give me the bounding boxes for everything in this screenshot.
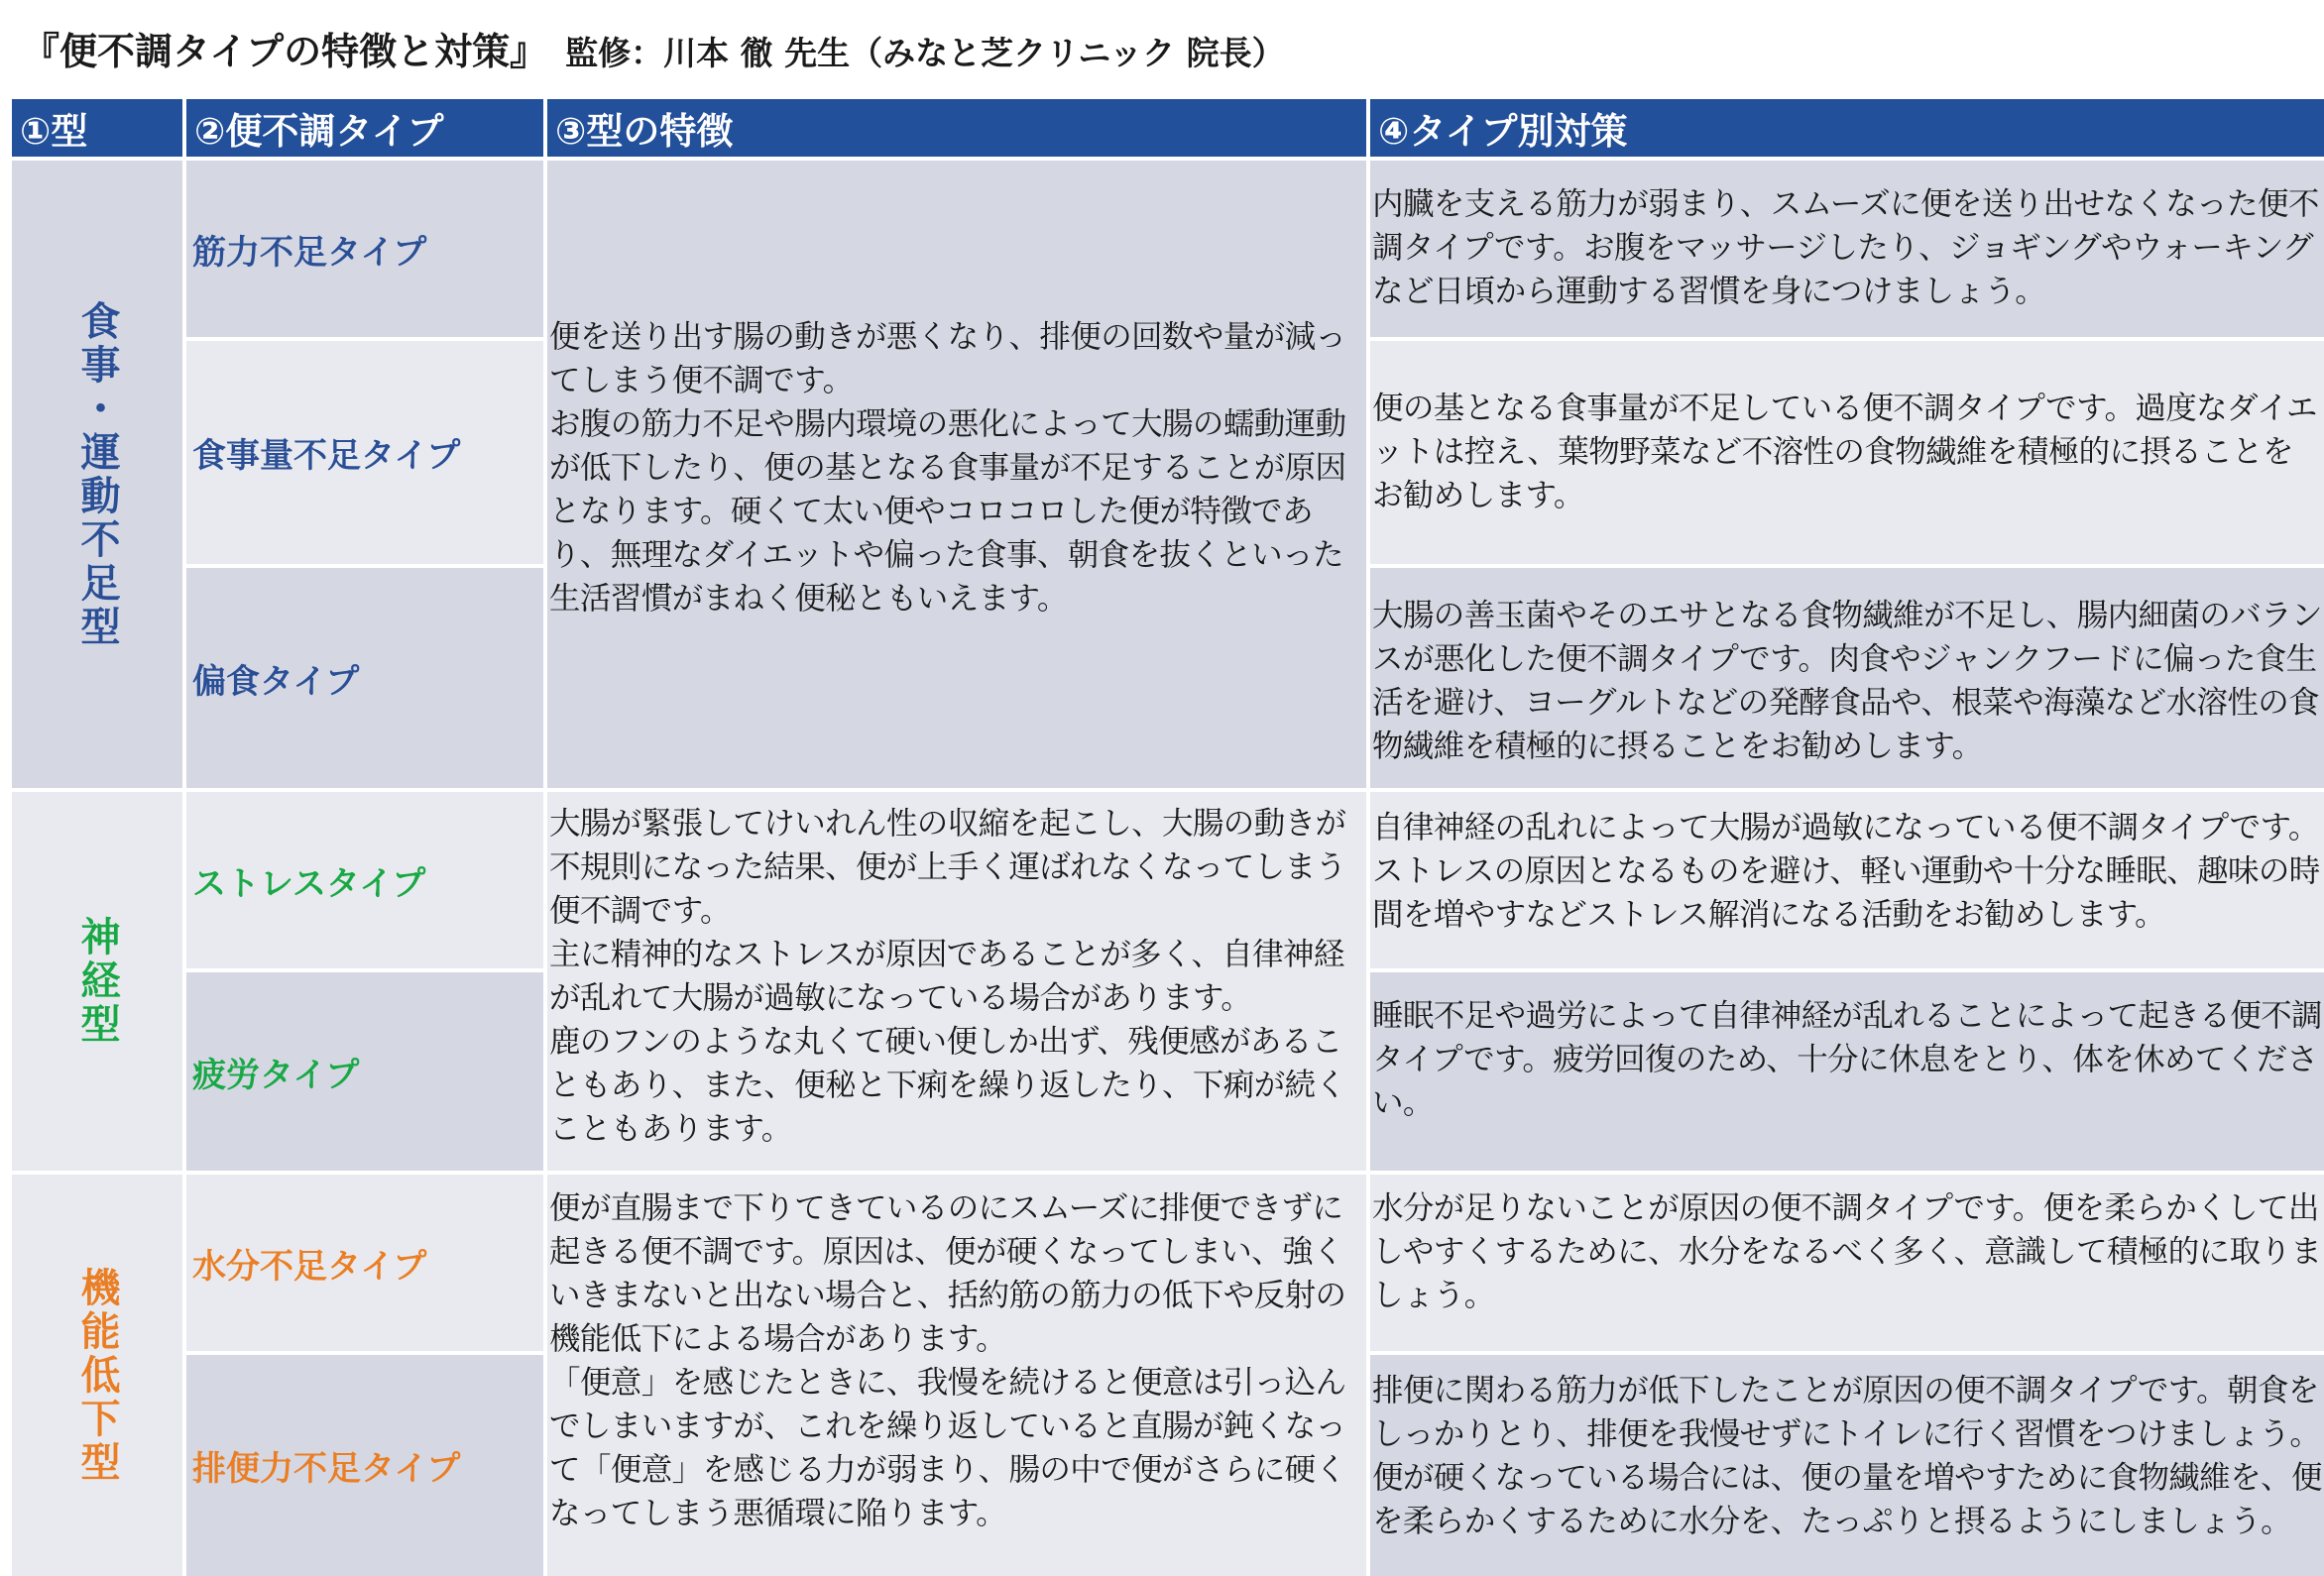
header-subtype: ②便不調タイプ [186, 99, 543, 157]
type-defecation-weakness: 排便力不足タイプ [186, 1355, 543, 1576]
header-feature: ③型の特徴 [547, 99, 1366, 157]
measure-low-food-intake [1370, 341, 2324, 564]
group-label: 機能低下型 [74, 1266, 120, 1485]
type-fatigue: 疲労タイプ [186, 972, 543, 1171]
header-type: ①型 [12, 99, 182, 157]
group-nervous [12, 792, 182, 1171]
measure-text: 睡眠不足や過労によって自律神経が乱れることによって起きる便不調タイプです。疲労回復のため、十分に休息をとり、体を休めてください。 [1372, 998, 2322, 1121]
constipation-types-table [12, 99, 2322, 1558]
group-diet-exercise [12, 161, 182, 788]
feature-text: 便が直腸まで下りてきているのにスムーズに排便できずに起きる便不調です。原因は、便が硬くなってしまい、強くいきまないと出ない場合と、括約筋の筋力の低下や反射の機能低下による場合があります。 「便意」を感じたときに、我慢を続けると便意は引っ込んでしまいますが、これを繰り返していると直腸が鈍くなって「便意」を感じる力が弱まり、腸の中で便がさらに硬くなってしまう悪循環に陥ります。 [549, 1190, 1346, 1531]
type-unbalanced-diet: 偏食タイプ [186, 568, 543, 788]
group-label: 食事・運動不足型 [74, 299, 120, 649]
type-water-shortage: 水分不足タイプ [186, 1175, 543, 1351]
page-title [22, 24, 1285, 79]
measure-stress [1370, 792, 2324, 968]
feature-text: 便を送り出す腸の動きが悪くなり、排便の回数や量が減ってしまう便不調です。 お腹の筋力不足や腸内環境の悪化によって大腸の蠕動運動が低下したり、便の基となる食事量が不足することが原因となります。硬くて太い便やコロコロした便が特徴であり、無理なダイエットや偏った食事、朝食を抜くといった生活習慣がまねく便秘ともいえます。 [549, 318, 1346, 617]
measure-fatigue [1370, 972, 2324, 1171]
group-label: 神経型 [74, 916, 120, 1047]
measure-water-shortage [1370, 1175, 2324, 1351]
measure-defecation-weakness [1370, 1355, 2324, 1576]
title-text: 『便不調タイプの特徴と対策』 [22, 30, 548, 73]
group-function-decline [12, 1175, 182, 1576]
measure-text: 排便に関わる筋力が低下したことが原因の便不調タイプです。朝食をしっかりとり、排便を我慢せずにトイレに行く習慣をつけましょう。便が硬くなっている場合には、便の量を増やすために食物繊維を、便を柔らかくするために水分を、たっぷりと摂るようにしましょう。 [1372, 1373, 2322, 1539]
measure-muscle-weakness [1370, 161, 2324, 337]
measure-text: 便の基となる食事量が不足している便不調タイプです。過度なダイエットは控え、葉物野菜など不溶性の食物繊維を積極的に摂ることをお勧めします。 [1372, 391, 2317, 513]
supervisor-text: 監修：川本 徹 先生（みなと芝クリニック 院長） [565, 34, 1285, 72]
measure-text: 内臓を支える筋力が弱まり、スムーズに便を送り出せなくなった便不調タイプです。お腹をマッサージしたり、ジョギングやウォーキングなど日頃から運動する習慣を身につけましょう。 [1372, 186, 2319, 309]
feature-diet-exercise [547, 161, 1366, 788]
feature-text: 大腸が緊張してけいれん性の収縮を起こし、大腸の動きが不規則になった結果、便が上手く運ばれなくなってしまう便不調です。 主に精神的なストレスが原因であることが多く、自律神経が乱れて大腸が過敏になっている場合があります。 鹿のフンのような丸くて硬い便しか出ず、残便感があることもあり、また、便秘と下痢を繰り返したり、下痢が続くこともあります。 [549, 806, 1346, 1147]
type-low-food-intake: 食事量不足タイプ [186, 341, 543, 564]
measure-unbalanced-diet [1370, 568, 2324, 788]
feature-nervous [547, 792, 1366, 1171]
type-stress: ストレスタイプ [186, 792, 543, 968]
measure-text: 水分が足りないことが原因の便不調タイプです。便を柔らかくして出しやすくするために、水分をなるべく多く、意識して積極的に取りましょう。 [1372, 1190, 2322, 1313]
feature-function-decline [547, 1175, 1366, 1576]
measure-text: 自律神経の乱れによって大腸が過敏になっている便不調タイプです。ストレスの原因となるものを避け、軽い運動や十分な睡眠、趣味の時間を増やすなどストレス解消になる活動をお勧めします。 [1372, 810, 2320, 933]
measure-text: 大腸の善玉菌やそのエサとなる食物繊維が不足し、腸内細菌のバランスが悪化した便不調タイプです。肉食やジャンクフードに偏った食生活を避け、ヨーグルトなどの発酵食品や、根菜や海藻など水溶性の食物繊維を積極的に摂ることをお勧めします。 [1372, 598, 2322, 764]
header-measure: ④タイプ別対策 [1370, 99, 2324, 157]
type-muscle-weakness: 筋力不足タイプ [186, 161, 543, 337]
